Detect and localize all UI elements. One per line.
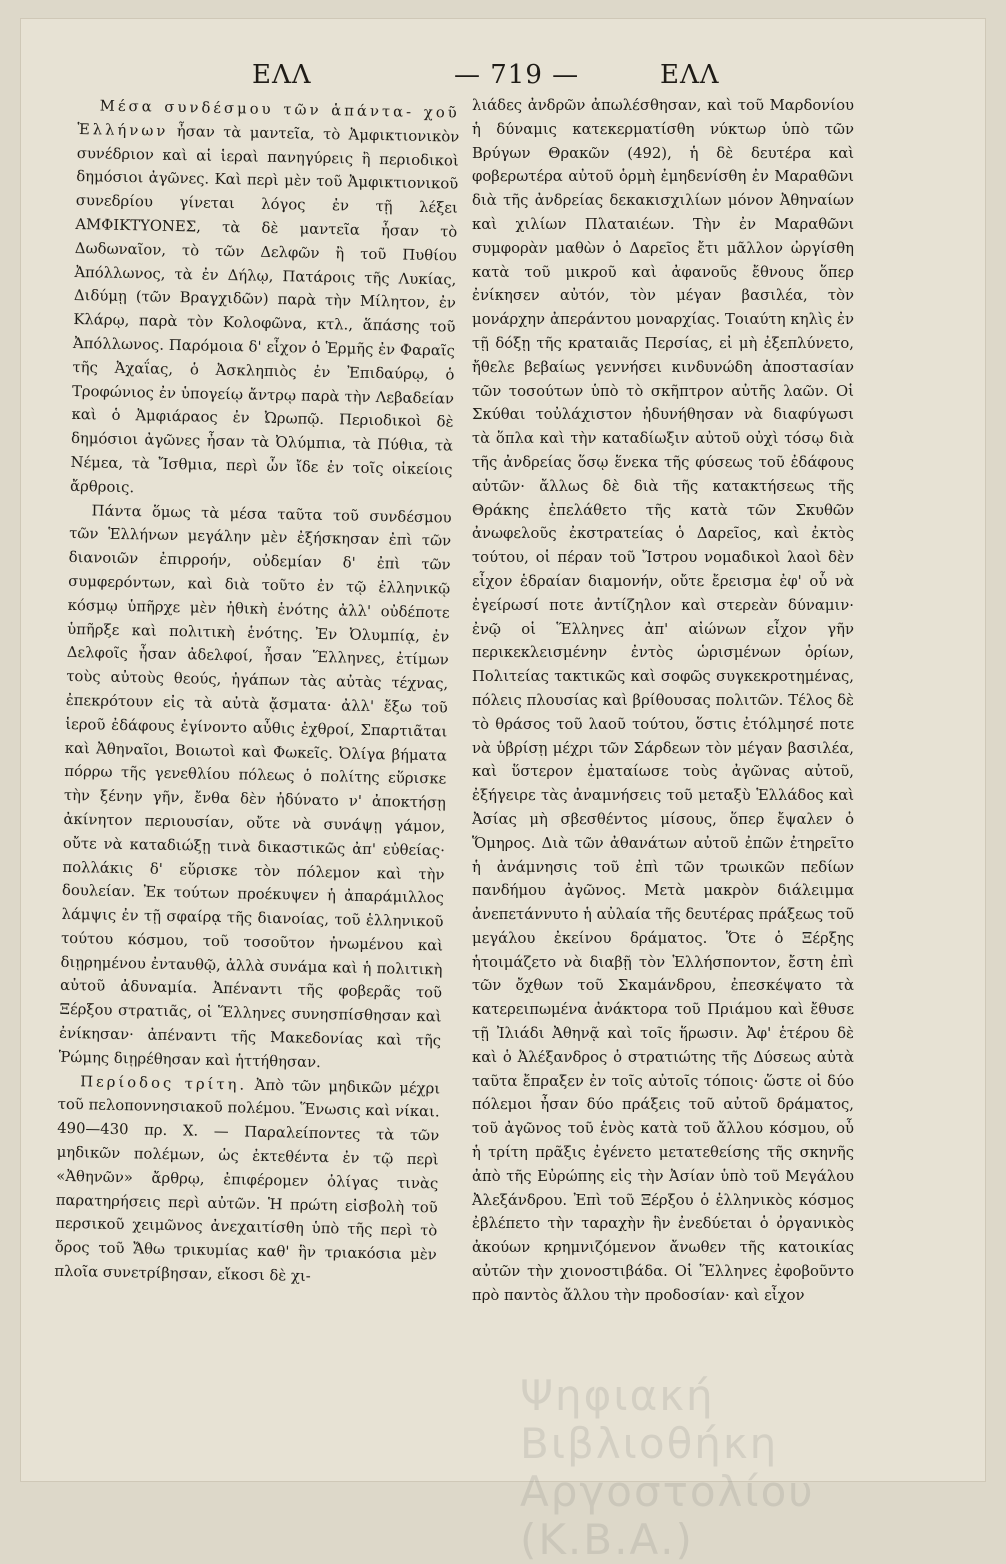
- watermark-line-2: Αργοστολίου (Κ.Β.Α.): [520, 1467, 815, 1564]
- library-watermark: [520, 1372, 980, 1564]
- left-paragraph-3-text: Ἀπὸ τῶν μηδικῶν μέχρι τοῦ πελοποννησιακοῦ πολέμου. Ἕνωσις καὶ νίκαι. 490—430 πρ. Χ. — Παραλείποντες τὰ τῶν μηδικῶν πολέμων, ὡς ἐκτεθέντα ἐν τῷ περὶ «Ἀθηνῶν» ἄρθρῳ, ἐπιφέρομεν ὀλίγας τινὰς παρατηρήσεις περὶ αὐτῶν. Ἡ πρώτη εἰσβολὴ τοῦ περσικοῦ χειμῶνος ἀνεχαιτίσθη ὑπὸ τῆς περὶ τὸ ὄρος τοῦ Ἄθω τρικυμίας καθ' ἣν τριακόσια μὲν πλοῖα συνετρίβησαν, εἴκοσι δὲ χι-: [54, 1076, 441, 1285]
- watermark-line-1: Ψηφιακή Βιβλιοθήκη: [520, 1371, 779, 1468]
- right-paragraph-1: λιάδες ἀνδρῶν ἀπωλέσθησαν, καὶ τοῦ Μαρδονίου ἡ δύναμις κατεκερματίσθη νύκτωρ ὑπὸ τῶν Βρύγων Θρακῶν (492), ἡ δὲ δευτέρα καὶ φοβερωτέρα αὐτοῦ ὁρμὴ ἐμηδενίσθη ἐν Μαραθῶνι διὰ τῆς ἀνδρείας δεκακισχιλίων μόνον Ἀθηναίων καὶ χιλίων Πλαταιέων. Τὴν ἐν Μαραθῶνι συμφορὰν μαθὼν ὁ Δαρεῖος ἔτι μᾶλλον ὠργίσθη κατὰ τοῦ μικροῦ καὶ ἀφανοῦς ἔθνους ὅπερ ἐνίκησεν αὐτόν, τὸν μέγαν βασιλέα, τὸν μονάρχην ἀπεράντου μοναρχίας. Τοιαύτη κηλὶς ἐν τῇ δόξῃ τῆς κραταιᾶς Περσίας, εἰ μὴ ἐξεπλύνετο, ἤθελε βεβαίως γεννήσει κινδυνώδη ἀποστασίαν τῶν τοσούτων ὑπὸ τὸ σκῆπτρον αὐτῆς λαῶν. Οἱ Σκύθαι τοὐλάχιστον ἠδυνήθησαν νὰ διαφύγωσι τὰ ὅπλα καὶ τὴν καταδίωξιν αὐτοῦ οὐχὶ τόσῳ διὰ τῆς ἀνδρείας ὅσῳ ἕνεκα τῆς φύσεως τοῦ ἐδάφους αὐτῶν· ἄλλως δὲ διὰ τῆς κατακτήσεως τῆς Θράκης ἐπελάθετο τῆς κατὰ τῶν Σκυθῶν ἀνωφελοῦς ἐκστρατείας ὁ Δαρεῖος, καὶ ἐκτὸς τούτου, οἱ πέραν τοῦ Ἴστρου νομαδικοὶ λαοὶ δὲν εἶχον ἑδραίαν διαμονήν, οὔτε ἔρεισμα ἐφ' οὗ νὰ ἐγείρωσί ποτε ἀντίζηλον καὶ στερεὰν δύναμιν· ἐνῷ οἱ Ἕλληνες ἀπ' αἰώνων εἶχον γῆν περικεκλεισμένην ἐντὸς ὡρισμένων ὁρίων, Πολιτείας τακτικῶς καὶ σοφῶς συγκεκροτημένας, πόλεις πλουσίας καὶ βρίθουσας πολιτῶν. Τέλος δὲ τὸ θράσος τοῦ λαοῦ τούτου, ὅστις ἐτόλμησέ ποτε νὰ ὑβρίσῃ μέχρι τῶν Σάρδεων τὸν μέγαν βασιλέα, καὶ ὕστερον ἐματαίωσε τοὺς ἀγῶνας αὐτοῦ, ἐξήγειρε τὰς ἀναμνήσεις τοῦ μεταξὺ Ἑλλάδος καὶ Ἀσίας μὴ σβεσθέντος μίσους, ὅπερ ἔψαλεν ὁ Ὅμηρος. Διὰ τῶν ἀθανάτων αὐτοῦ ἐπῶν ἐτηρεῖτο ἡ ἀνάμνησις τοῦ ἐπὶ τῶν τρωικῶν πεδίων πανδήμου ἀγῶνος. Μετὰ μακρὸν διάλειμμα ἀνεπετάννυτο ἡ αὐλαία τῆς δευτέρας πράξεως τοῦ μεγάλου ἐκείνου δράματος. Ὅτε ὁ Ξέρξης ἡτοιμάζετο νὰ διαβῇ τὸν Ἑλλήσποντον, ἔστη ἐπὶ τῶν ὄχθων τοῦ Σκαμάνδρου, ἐπεσκέψατο τὰ κατερειπωμένα ἀνάκτορα τοῦ Πριάμου καὶ ἔθυσε τῇ Ἰλιάδι Ἀθηνᾷ καὶ τοῖς ἥρωσιν. Ἀφ' ἑτέρου δὲ καὶ ὁ Ἀλέξανδρος ὁ στρατιώτης τῆς Δύσεως αὐτὰ ταῦτα ἔπραξεν ἐν τοῖς αὐτοῖς τόποις· ὥστε οἱ δύο πόλεμοι ἦσαν δύο πράξεις τοῦ αὐτοῦ δράματος, τοῦ ἀγῶνος τοῦ ἑνὸς κατὰ τοῦ ἄλλου κόσμου, οὗ ἡ τρίτη πρᾶξις ἐγένετο μετατεθείσης τῆς σκηνῆς ἀπὸ τῆς Εὐρώπης εἰς τὴν Ἀσίαν ὑπὸ τοῦ Μεγάλου Ἀλεξάνδρου. Ἐπὶ τοῦ Ξέρξου ὁ ἑλληνικὸς κόσμος ἐβλέπετο τὴν ταραχὴν ἣν ἐνεδύεται ὁ ὀργανικὸς ἀκούων κρημνιζόμενον ἄνωθεν τῆς κατοικίας αὐτῶν τὴν χιονοστιβάδα. Οἱ Ἕλληνες ἐφοβοῦντο πρὸ παντὸς ἄλλου τὴν προδοσίαν· καὶ εἶχον: [472, 97, 854, 1304]
- left-paragraph-2: Πάντα ὅμως τὰ μέσα ταῦτα τοῦ συνδέσμου τῶν Ἑλλήνων μεγάλην μὲν ἐξήσκησαν ἐπὶ τῶν διανοιῶν ἐπιρροήν, οὐδεμίαν δ' ἐπὶ τῶν συμφερόντων, καὶ διὰ τοῦτο ἐν τῷ ἑλληνικῷ κόσμῳ ὑπῆρχε μὲν ἠθικὴ ἑνότης ἀλλ' οὐδέποτε ὑπῆρξε καὶ πολιτικὴ ἑνότης. Ἐν Ὀλυμπίᾳ, ἐν Δελφοῖς ἦσαν ἀδελφοί, ἦσαν Ἕλληνες, ἐτίμων τοὺς αὐτοὺς θεούς, ἠγάπων τὰς αὐτὰς τέχνας, ἐπεκρότουν εἰς τὰ αὐτὰ ᾄσματα· ἀλλ' ἔξω τοῦ ἱεροῦ ἐδάφους ἐγίνοντο αὖθις ἐχθροί, Σπαρτιᾶται καὶ Ἀθηναῖοι, Βοιωτοὶ καὶ Φωκεῖς. Ὀλίγα βήματα πόρρω τῆς γενεθλίου πόλεως ὁ πολίτης εὕρισκε τὴν ξένην γῆν, ἔνθα δὲν ἠδύνατο ν' ἀποκτήσῃ ἀκίνητον περιουσίαν, οὔτε νὰ συνάψῃ γάμον, οὔτε νὰ καταδιώξῃ τινὰ δικαστικῶς ἀπ' εὐθείας· πολλάκις δ' εὕρισκε τὸν πόλεμον καὶ τὴν δουλείαν. Ἐκ τούτων προέκυψεν ἡ ἀπαράμιλλος λάμψις ἐν τῇ σφαίρᾳ τῆς διανοίας, τοῦ ἑλληνικοῦ τούτου κόσμου, τοῦ τοσοῦτον ἠνωμένου καὶ διῃρημένου ἐνταυθῷ, ἀλλὰ συνάμα καὶ ἡ πολιτικὴ αὐτοῦ ἀδυναμία. Ἀπέναντι τῆς φοβερᾶς τοῦ Ξέρξου στρατιᾶς, οἱ Ἕλληνες συνησπίσθησαν καὶ ἐνίκησαν· ἀπέναντι τῆς Μακεδονίας καὶ τῆς Ῥώμης διῃρέθησαν καὶ ἡττήθησαν.: [58, 501, 452, 1071]
- left-paragraph-1: [70, 94, 460, 506]
- right-text-column: [472, 94, 854, 1308]
- header-right-guideword: ΕΛΛ: [660, 60, 720, 90]
- book-page: [20, 18, 986, 1564]
- section-lead: Μέσα συνδέσμου τῶν ἁπάντα- χοῦ Ἑλλήνων: [77, 97, 460, 140]
- left-paragraph-3: [54, 1069, 440, 1291]
- left-paragraph-1-text: ἦσαν τὰ μαντεῖα, τὸ Ἀμφικτιονικὸν συνέδριον καὶ αἱ ἱεραὶ πανηγύρεις ἢ περιοδικοὶ δημόσιοι ἀγῶνες. Καὶ περὶ μὲν τοῦ Ἀμφικτιονικοῦ συνεδρίου γίνεται λόγος ἐν τῇ λέξει ΑΜΦΙΚΤΥΟΝΕΣ, τὰ δὲ μαντεῖα ἦσαν τὸ Δωδωναῖον, τὸ τῶν Δελφῶν ἢ τοῦ Πυθίου Ἀπόλλωνος, τὰ ἐν Δήλῳ, Πατάροις τῆς Λυκίας, Διδύμῃ (τῶν Βραγχιδῶν) παρὰ τὴν Μίλητον, ἐν Κλάρῳ, παρὰ τὸν Κολοφῶνα, κτλ., ἅπάσης τοῦ Ἀπόλλωνος. Παρόμοια δ' εἶχον ὁ Ἑρμῆς ἐν Φαραῖς τῆς Ἀχαΐας, ὁ Ἀσκληπιὸς ἐν Ἐπιδαύρῳ, ὁ Τροφώνιος ἐν ὑπογείῳ ἄντρῳ παρὰ τὴν Λεβαδείαν καὶ ὁ Ἀμφιάραος ἐν Ὠρωπῷ. Περιοδικοὶ δὲ δημόσιοι ἀγῶνες ἦσαν τὰ Ὀλύμπια, τὰ Πύθια, τὰ Νέμεα, τὰ Ἴσθμια, περὶ ὧν ἴδε ἐν τοῖς οἰκείοις ἄρθροις.: [69, 122, 460, 496]
- period-heading: Περίοδος τρίτη.: [80, 1072, 248, 1094]
- page-number: — 719 —: [454, 60, 580, 90]
- left-text-column: [54, 94, 460, 1291]
- header-left-guideword: ΕΛΛ: [252, 60, 312, 90]
